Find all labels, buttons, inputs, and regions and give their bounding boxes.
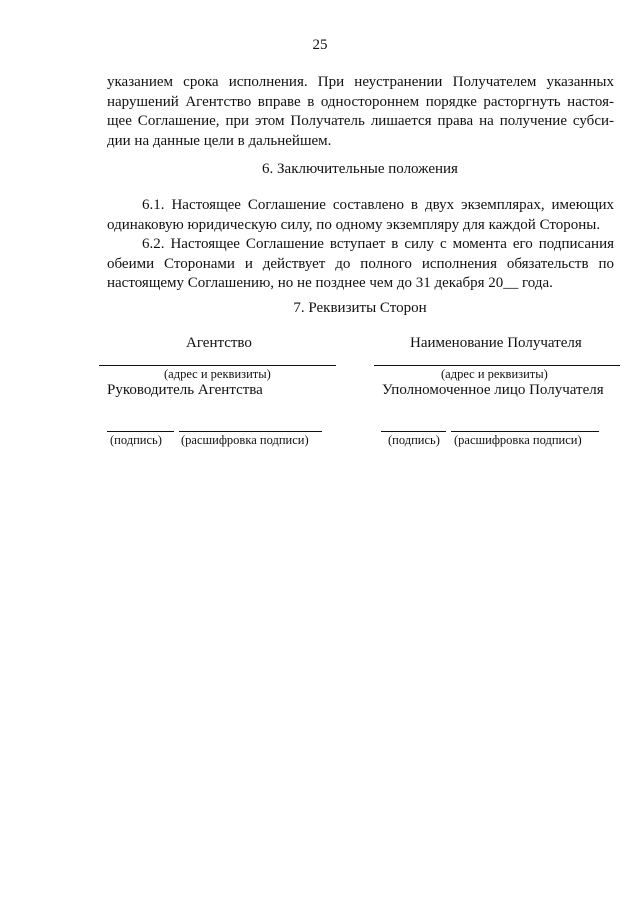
agency-address-line (99, 365, 336, 366)
agency-decode-line (179, 431, 322, 432)
agency-signer-title: Руководитель Агентства (107, 382, 263, 398)
recipient-signature-line (381, 431, 446, 432)
agency-address-caption: (адрес и реквизиты) (164, 367, 271, 381)
paragraph-line: одинаковую юридическую силу, по одному экземпляру для каждой Стороны. (107, 216, 601, 233)
recipient-address-line (374, 365, 620, 366)
recipient-party-name: Наименование Получателя (410, 335, 582, 351)
agency-signature-line (107, 431, 174, 432)
section-6-paragraph-2 (107, 235, 614, 294)
intro-line: дии на данные цели в дальнейшем. (107, 132, 332, 149)
intro-line: нарушений Агентство вправе в одностороннем порядке расторгнуть настоя- (107, 93, 614, 110)
recipient-decode-line (451, 431, 599, 432)
intro-line: щее Соглашение, при этом Получатель лишается права на получение субси- (107, 113, 614, 129)
paragraph-line: обеими Сторонами и действует до полного исполнения обязательств по (107, 255, 614, 272)
page-number: 25 (312, 37, 328, 53)
recipient-decode-caption: (расшифровка подписи) (454, 433, 582, 447)
intro-line: указанием срока исполнения. При неустранении Получателем указанных (107, 74, 614, 90)
section-7-title: 7. Реквизиты Сторон (293, 300, 427, 316)
agency-decode-caption: (расшифровка подписи) (181, 433, 309, 447)
paragraph-line: 6.1. Настоящее Соглашение составлено в двух экземплярах, имеющих (142, 197, 614, 213)
section-6-title: 6. Заключительные положения (262, 161, 458, 177)
recipient-signer-title: Уполномоченное лицо Получателя (382, 382, 604, 398)
agency-signature-caption: (подпись) (110, 433, 162, 447)
recipient-address-caption: (адрес и реквизиты) (441, 367, 548, 381)
agency-party-name: Агентство (186, 335, 252, 351)
recipient-signature-caption: (подпись) (388, 433, 440, 447)
intro-paragraph (107, 73, 614, 151)
section-6-paragraph-1 (107, 196, 614, 235)
paragraph-line: 6.2. Настоящее Соглашение вступает в силу с момента его подписания (142, 236, 614, 252)
paragraph-line: настоящему Соглашению, но не позднее чем до 31 декабря 20__ года. (107, 275, 553, 291)
